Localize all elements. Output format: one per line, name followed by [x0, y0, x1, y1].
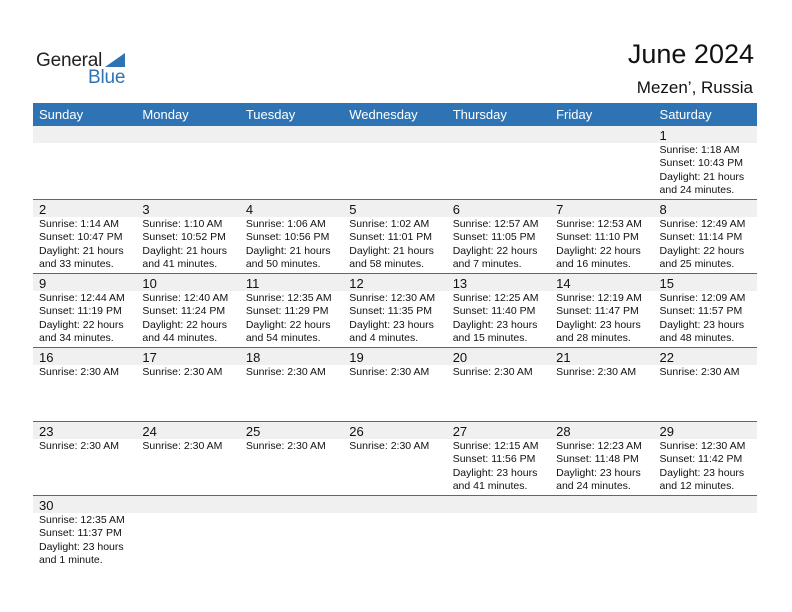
- day-number: 13: [452, 276, 468, 291]
- day-detail-line: Sunset: 11:40 PM: [452, 305, 536, 318]
- day-detail-line: Sunset: 11:19 PM: [39, 305, 122, 318]
- day-detail-line: Sunrise: 2:30 AM: [452, 366, 533, 378]
- day-detail-line: and 50 minutes.: [245, 258, 321, 271]
- day-number: 17: [142, 350, 157, 365]
- day-detail-line: and 25 minutes.: [659, 258, 735, 271]
- day-number: 30: [39, 498, 54, 513]
- empty-day-cell: [550, 496, 653, 569]
- day-detail-line: and 44 minutes.: [142, 332, 218, 345]
- day-cell: [343, 422, 446, 495]
- day-detail-line: Daylight: 21 hours: [659, 170, 745, 183]
- empty-day-cell: [550, 126, 653, 199]
- day-number: 18: [245, 350, 261, 365]
- day-detail-line: Sunrise: 2:30 AM: [349, 366, 430, 378]
- day-cell: [447, 200, 550, 273]
- day-number: 3: [142, 202, 150, 217]
- weekday-monday: Monday: [142, 107, 189, 122]
- weekday-sunday: Sunday: [39, 107, 84, 122]
- day-detail-line: Sunrise: 1:14 AM: [39, 218, 119, 230]
- day-detail-line: Daylight: 22 hours: [142, 318, 228, 331]
- week-row: [33, 422, 757, 496]
- weekday-tuesday: Tuesday: [245, 107, 296, 122]
- weekday-thursday: Thursday: [452, 107, 507, 122]
- empty-day-cell: [447, 496, 550, 569]
- day-number: 25: [245, 424, 261, 439]
- day-number: 4: [245, 202, 254, 217]
- day-detail-line: Sunrise: 12:40 AM: [142, 292, 229, 304]
- day-detail-line: Sunset: 11:14 PM: [659, 231, 743, 244]
- day-detail-line: Sunrise: 12:19 AM: [556, 292, 642, 304]
- day-detail-line: Sunrise: 2:30 AM: [245, 440, 326, 452]
- day-detail-line: Sunset: 11:47 PM: [556, 305, 639, 318]
- weekday-wednesday: Wednesday: [349, 107, 418, 122]
- empty-day-cell: [447, 126, 550, 199]
- calendar: [33, 103, 757, 569]
- day-detail-line: Sunrise: 1:10 AM: [142, 218, 223, 230]
- day-detail-line: and 24 minutes.: [659, 184, 735, 197]
- week-cells: [33, 126, 757, 199]
- day-detail-line: Sunrise: 12:35 AM: [39, 514, 125, 526]
- day-number: 12: [349, 276, 364, 291]
- day-detail-line: Daylight: 23 hours: [659, 318, 745, 331]
- day-number: 20: [452, 350, 468, 365]
- day-cell: [654, 422, 757, 495]
- day-detail-line: Daylight: 22 hours: [245, 318, 331, 331]
- week-cells: [33, 274, 757, 347]
- day-detail-line: Sunrise: 12:25 AM: [452, 292, 539, 304]
- day-number: 28: [556, 424, 571, 439]
- day-detail-line: Sunrise: 12:23 AM: [556, 440, 642, 452]
- week-row: [33, 496, 757, 569]
- page-title: June 2024: [627, 39, 754, 69]
- day-detail-line: Sunrise: 1:18 AM: [659, 144, 740, 156]
- day-detail-line: Daylight: 21 hours: [39, 244, 124, 257]
- empty-day-cell: [343, 126, 446, 199]
- day-cell: [136, 422, 239, 495]
- day-number: 14: [556, 276, 571, 291]
- day-detail-line: Sunset: 10:47 PM: [39, 231, 123, 244]
- day-detail-line: and 41 minutes.: [452, 480, 528, 493]
- day-detail-line: and 41 minutes.: [142, 258, 218, 271]
- empty-day-cell: [343, 496, 446, 569]
- day-cell: [33, 348, 136, 421]
- day-number: 11: [245, 276, 260, 291]
- day-detail-line: Daylight: 22 hours: [659, 244, 745, 257]
- day-detail-line: Sunrise: 12:30 AM: [659, 440, 746, 452]
- day-number: 6: [452, 202, 460, 217]
- day-cell: [136, 274, 239, 347]
- day-detail-line: Sunrise: 12:44 AM: [39, 292, 125, 304]
- day-cell: [550, 422, 653, 495]
- week-cells: [33, 200, 757, 273]
- logo: [36, 50, 136, 90]
- day-number: 29: [659, 424, 674, 439]
- day-detail-line: Sunrise: 2:30 AM: [245, 366, 326, 378]
- day-cell: [654, 200, 757, 273]
- day-detail-line: Sunrise: 12:49 AM: [659, 218, 746, 230]
- day-detail-line: Sunset: 11:57 PM: [659, 305, 743, 318]
- day-cell: [654, 126, 757, 199]
- day-detail-line: Daylight: 23 hours: [659, 466, 745, 479]
- day-detail-line: and 28 minutes.: [556, 332, 631, 345]
- day-cell: [447, 422, 550, 495]
- day-detail-line: Sunset: 11:29 PM: [245, 305, 329, 318]
- logo-text-blue: Blue: [88, 67, 126, 88]
- day-detail-line: Sunrise: 2:30 AM: [39, 366, 119, 378]
- day-detail-line: Sunrise: 2:30 AM: [556, 366, 637, 378]
- day-number: 23: [39, 424, 54, 439]
- day-detail-line: Daylight: 22 hours: [556, 244, 641, 257]
- day-detail-line: Sunset: 11:05 PM: [452, 231, 536, 244]
- day-cell: [654, 274, 757, 347]
- empty-day-cell: [240, 126, 343, 199]
- location-label: Mezen’, Russia: [636, 78, 753, 97]
- week-row: [33, 274, 757, 348]
- day-cell: [33, 496, 136, 569]
- day-detail-line: Daylight: 23 hours: [349, 318, 434, 331]
- day-number: 15: [659, 276, 674, 291]
- week-cells: [33, 422, 757, 495]
- day-detail-line: Sunset: 11:37 PM: [39, 527, 122, 540]
- calendar-body: [33, 126, 757, 569]
- week-row: [33, 200, 757, 274]
- day-number: 24: [142, 424, 157, 439]
- day-detail-line: Sunset: 11:01 PM: [349, 231, 432, 244]
- day-number: 19: [349, 350, 364, 365]
- day-cell: [240, 348, 343, 421]
- day-detail-line: Daylight: 22 hours: [39, 318, 124, 331]
- day-cell: [33, 200, 136, 273]
- day-detail-line: Daylight: 23 hours: [39, 540, 124, 553]
- day-number: 5: [349, 202, 357, 217]
- day-detail-line: Daylight: 23 hours: [452, 318, 538, 331]
- day-detail-line: and 7 minutes.: [452, 258, 522, 271]
- day-detail-line: Daylight: 22 hours: [452, 244, 538, 257]
- day-detail-line: Sunset: 11:48 PM: [556, 453, 639, 466]
- day-number: 2: [39, 202, 47, 217]
- day-detail-line: Daylight: 21 hours: [349, 244, 434, 257]
- day-detail-line: Sunrise: 2:30 AM: [39, 440, 119, 452]
- day-cell: [654, 348, 757, 421]
- day-detail-line: Sunset: 11:10 PM: [556, 231, 639, 244]
- logo-text-general: General: [36, 50, 103, 71]
- week-cells: [33, 348, 757, 421]
- day-detail-line: Sunrise: 2:30 AM: [349, 440, 430, 452]
- day-detail-line: and 34 minutes.: [39, 332, 114, 345]
- weekday-friday: Friday: [556, 107, 593, 122]
- day-detail-line: and 15 minutes.: [452, 332, 528, 345]
- day-detail-line: Daylight: 21 hours: [142, 244, 228, 257]
- day-cell: [33, 274, 136, 347]
- day-cell: [550, 348, 653, 421]
- weekday-saturday: Saturday: [659, 107, 712, 122]
- day-detail-line: and 54 minutes.: [245, 332, 321, 345]
- day-detail-line: and 16 minutes.: [556, 258, 631, 271]
- day-detail-line: Sunrise: 12:57 AM: [452, 218, 539, 230]
- day-detail-line: Daylight: 21 hours: [245, 244, 331, 257]
- day-detail-line: Daylight: 23 hours: [556, 466, 641, 479]
- day-cell: [240, 274, 343, 347]
- day-detail-line: and 48 minutes.: [659, 332, 735, 345]
- day-cell: [447, 348, 550, 421]
- day-cell: [550, 274, 653, 347]
- day-detail-line: and 58 minutes.: [349, 258, 424, 271]
- day-cell: [447, 274, 550, 347]
- day-detail-line: Sunset: 11:24 PM: [142, 305, 226, 318]
- day-cell: [240, 422, 343, 495]
- day-cell: [136, 348, 239, 421]
- day-number: 8: [659, 202, 667, 217]
- day-detail-line: and 33 minutes.: [39, 258, 114, 271]
- day-detail-line: and 1 minute.: [39, 554, 103, 567]
- day-number: 7: [556, 202, 564, 217]
- day-detail-line: Sunrise: 2:30 AM: [142, 440, 223, 452]
- day-detail-line: and 12 minutes.: [659, 480, 735, 493]
- day-detail-line: Sunrise: 12:53 AM: [556, 218, 642, 230]
- day-number: 16: [39, 350, 54, 365]
- weekday-header: [33, 103, 757, 126]
- day-detail-line: Sunrise: 1:02 AM: [349, 218, 430, 230]
- day-number: 1: [659, 128, 667, 143]
- week-cells: [33, 496, 757, 569]
- day-detail-line: Sunrise: 2:30 AM: [659, 366, 740, 378]
- day-detail-line: Sunrise: 1:06 AM: [245, 218, 326, 230]
- day-detail-line: Daylight: 23 hours: [452, 466, 538, 479]
- day-detail-line: Sunrise: 12:30 AM: [349, 292, 436, 304]
- day-detail-line: Sunset: 11:42 PM: [659, 453, 743, 466]
- day-number: 22: [659, 350, 674, 365]
- day-detail-line: Sunrise: 12:09 AM: [659, 292, 746, 304]
- empty-day-cell: [136, 126, 239, 199]
- day-detail-line: and 24 minutes.: [556, 480, 631, 493]
- day-number: 10: [142, 276, 157, 291]
- day-number: 27: [452, 424, 468, 439]
- day-cell: [343, 200, 446, 273]
- day-detail-line: Daylight: 23 hours: [556, 318, 641, 331]
- day-detail-line: Sunset: 11:56 PM: [452, 453, 536, 466]
- empty-day-cell: [654, 496, 757, 569]
- day-cell: [550, 200, 653, 273]
- day-detail-line: Sunset: 10:43 PM: [659, 157, 743, 170]
- day-cell: [136, 200, 239, 273]
- empty-day-cell: [136, 496, 239, 569]
- day-detail-line: Sunset: 10:52 PM: [142, 231, 226, 244]
- day-cell: [240, 200, 343, 273]
- day-detail-line: Sunrise: 12:35 AM: [245, 292, 332, 304]
- day-cell: [343, 274, 446, 347]
- day-number: 9: [39, 276, 47, 291]
- empty-day-cell: [240, 496, 343, 569]
- week-row: [33, 348, 757, 422]
- day-detail-line: Sunset: 11:35 PM: [349, 305, 432, 318]
- day-detail-line: and 4 minutes.: [349, 332, 419, 345]
- day-number: 21: [556, 350, 571, 365]
- logo-triangle-icon: [105, 53, 125, 67]
- day-detail-line: Sunrise: 2:30 AM: [142, 366, 223, 378]
- day-cell: [33, 422, 136, 495]
- empty-day-cell: [33, 126, 136, 199]
- day-number: 26: [349, 424, 364, 439]
- day-cell: [343, 348, 446, 421]
- day-detail-line: Sunrise: 12:15 AM: [452, 440, 539, 452]
- day-detail-line: Sunset: 10:56 PM: [245, 231, 330, 244]
- week-row: [33, 126, 757, 200]
